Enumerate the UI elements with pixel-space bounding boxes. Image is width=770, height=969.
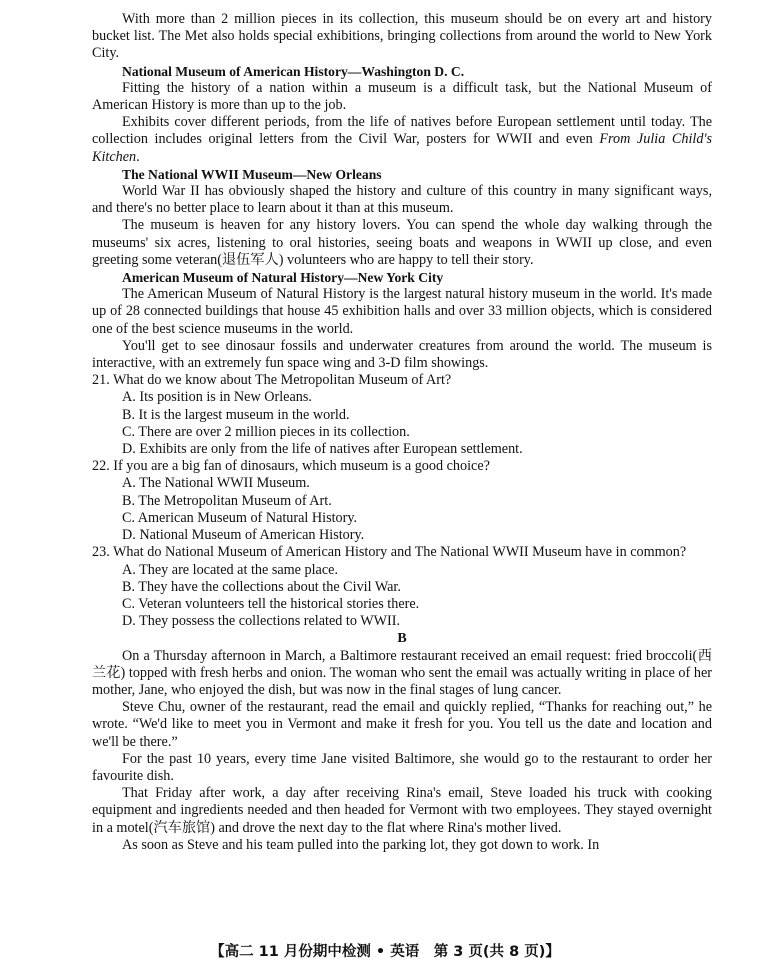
option-d: D. They possess the collections related to WWII. <box>122 613 401 630</box>
question-22 <box>92 458 712 544</box>
passage-b-paragraph-1: On a Thursday afternoon in March, a Baltimore restaurant received an email request: fried broccoli(西兰花) topped with fresh herbs and onion. The woman who sent the email was actually writing in place of her mother, Jane, who enjoyed the dish, but was now in the final stages of lung cancer. <box>92 647 712 698</box>
nmah-paragraph-2 <box>92 114 712 166</box>
option-b: B. The Metropolitan Museum of Art. <box>122 492 332 509</box>
page-footer: 【高二 11 月份期中检测 • 英语 第 3 页(共 8 页)】 <box>210 944 560 960</box>
option-b: B. It is the largest museum in the world. <box>122 406 350 423</box>
nmah-paragraph-1: Fitting the history of a nation within a museum is a difficult task, but the National Museum of American History is more than up to the job. <box>92 79 712 114</box>
amnh-paragraph-1: The American Museum of Natural History is the largest natural history museum in the world. It's made up of 28 connected buildings that house 45 exhibition halls and over 33 million objects, which is considered one of the best science museums in the world. <box>92 286 712 337</box>
passage-b-paragraph-2: Steve Chu, owner of the restaurant, read the email and quickly replied, “Thanks for reaching out,” he wrote. “We'd like to meet you in Vermont and make it fresh for you. You tell us the date and location and we'll be there.” <box>92 699 712 750</box>
amnh-paragraph-2: You'll get to see dinosaur fossils and underwater creatures from around the world. The museum is interactive, with an extremely fun space wing and 3-D film showings. <box>92 337 712 372</box>
section-b-label: B <box>397 631 407 647</box>
nmah-paragraph-2-end: . <box>136 148 140 165</box>
question-21 <box>92 372 712 458</box>
option-c: C. American Museum of Natural History. <box>122 509 358 526</box>
wwii-paragraph-1: World War II has obviously shaped the history and culture of this country in many significant ways, and there's no better place to learn about it than at this museum. <box>92 183 712 217</box>
question-stem: 22. If you are a big fan of dinosaurs, which museum is a good choice? <box>92 458 490 475</box>
passage-b-paragraph-5: As soon as Steve and his team pulled into the parking lot, they got down to work. In <box>122 836 600 853</box>
passage-b-paragraph-4: That Friday after work, a day after receiving Rina's email, Steve loaded his truck with cooking equipment and ingredients needed and then headed for Vermont with two employees. They stayed overnight in a motel(汽车旅馆) and drove the next day to the flat where Rina's mother lived. <box>92 785 712 836</box>
option-c: C. There are over 2 million pieces in its collection. <box>122 423 410 440</box>
option-d: D. National Museum of American History. <box>122 527 365 544</box>
option-b: B. They have the collections about the Civil War. <box>122 578 401 595</box>
nmah-heading: National Museum of American History—Washington D. C. <box>122 63 465 79</box>
question-23 <box>92 544 712 630</box>
amnh-heading: American Museum of Natural History—New York City <box>122 270 444 286</box>
book-title: From Julia Child's Kitchen <box>92 131 713 165</box>
wwii-heading: The National WWII Museum—New Orleans <box>122 166 382 182</box>
option-a: A. The National WWII Museum. <box>122 475 310 492</box>
met-paragraph: With more than 2 million pieces in its collection, this museum should be on every art and history bucket list. The Met also holds special exhibitions, bringing collections from around the world to New York City. <box>92 11 712 62</box>
option-a: A. Its position is in New Orleans. <box>122 389 312 406</box>
passage-b-paragraph-3: For the past 10 years, every time Jane visited Baltimore, she would go to the restaurant to order her favourite dish. <box>92 750 712 784</box>
nmah-paragraph-2-text: Exhibits cover different periods, from the life of natives before European settlement until today. The collection includes original letters from the Civil War, posters for WWII and even <box>92 114 712 148</box>
question-stem: 21. What do we know about The Metropolitan Museum of Art? <box>92 372 452 389</box>
option-d: D. Exhibits are only from the life of natives after European settlement. <box>122 441 523 458</box>
option-a: A. They are located at the same place. <box>122 561 338 578</box>
question-stem: 23. What do National Museum of American History and The National WWII Museum have in common? <box>92 544 687 561</box>
wwii-paragraph-2: The museum is heaven for any history lovers. You can spend the whole day walking through the museums' six acres, listening to oral histories, seeing boats and weapons in WWII up close, and even greeting some veteran(退伍军人) volunteers who are happy to tell their story. <box>92 217 712 268</box>
option-c: C. Veteran volunteers tell the historical stories there. <box>122 595 420 612</box>
